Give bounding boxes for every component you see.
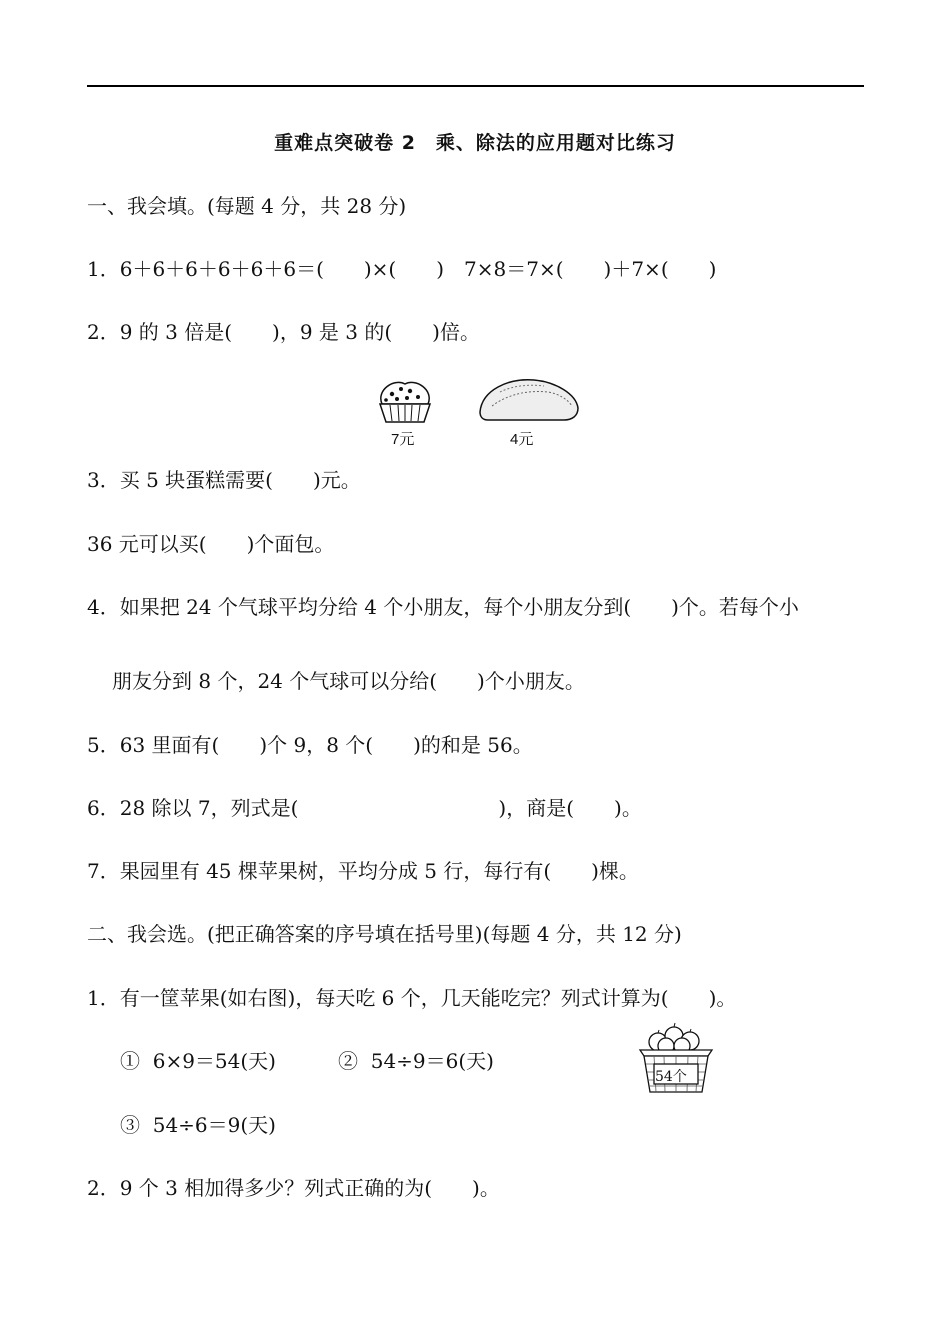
- option-2-1-2: ② 54÷9＝6(天): [338, 1049, 494, 1073]
- bread-icon: [478, 376, 580, 422]
- basket-label: 54个: [655, 1069, 687, 1085]
- question-1-7: 7．果园里有 45 棵苹果树，平均分成 5 行，每行有( )棵。: [87, 859, 639, 883]
- top-rule: [87, 85, 864, 87]
- question-1-6: 6．28 除以 7，列式是( )，商是( )。: [87, 796, 642, 820]
- option-2-1-3: ③ 54÷6＝9(天): [120, 1113, 276, 1137]
- option-2-1-1: ① 6×9＝54(天): [120, 1049, 276, 1073]
- question-1-3b: 36 元可以买( )个面包。: [87, 532, 335, 556]
- question-1-4a: 4．如果把 24 个气球平均分给 4 个小朋友，每个小朋友分到( )个。若每个小: [87, 595, 799, 619]
- section1-heading: 一、我会填。(每题 4 分，共 28 分): [87, 194, 407, 218]
- page-title: 重难点突破卷 2 乘、除法的应用题对比练习: [274, 132, 676, 154]
- question-1-2: 2．9 的 3 倍是( )，9 是 3 的( )倍。: [87, 320, 480, 344]
- question-2-1: 1．有一筐苹果(如右图)，每天吃 6 个，几天能吃完？列式计算为( )。: [87, 986, 737, 1010]
- cake-price: 7元: [391, 431, 415, 448]
- bread-price: 4元: [510, 431, 534, 448]
- cake-icon: [374, 380, 436, 426]
- question-2-2: 2．9 个 3 相加得多少？列式正确的为( )。: [87, 1176, 500, 1200]
- question-1-1: 1．6＋6＋6＋6＋6＋6＝( )×( ) 7×8＝7×( )＋7×( ): [87, 257, 717, 281]
- question-1-3a: 3．买 5 块蛋糕需要( )元。: [87, 468, 361, 492]
- question-1-4b: 朋友分到 8 个，24 个气球可以分给( )个小朋友。: [112, 669, 585, 693]
- section2-heading: 二、我会选。(把正确答案的序号填在括号里)(每题 4 分，共 12 分): [87, 922, 682, 946]
- question-1-5: 5．63 里面有( )个 9，8 个( )的和是 56。: [87, 733, 533, 757]
